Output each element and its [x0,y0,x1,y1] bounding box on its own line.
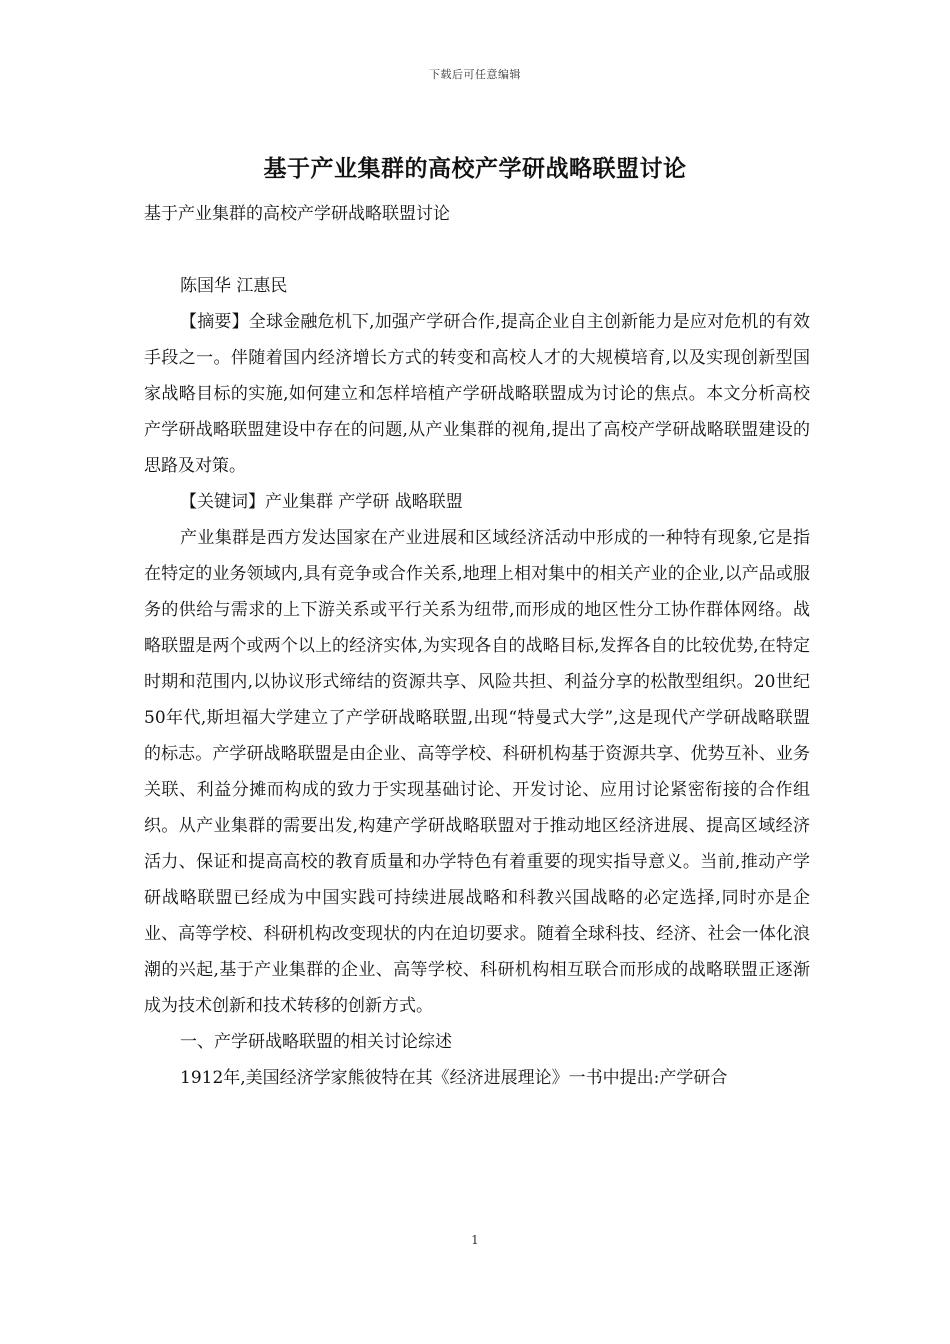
body-paragraph: 产业集群是西方发达国家在产业进展和区域经济活动中形成的一种特有现象,它是指在特定的业务领域内,具有竞争或合作关系,地理上相对集中的相关产业的企业,以产品或服务的供给与需求的上下游关系或平行关系为纽带,而形成的地区性分工协作群体网络。战略联盟是两个或两个以上的经济实体,为实现各自的战略目标,发挥各自的比较优势,在特定时期和范围内,以协议形式缔结的资源共享、风险共担、利益分享的松散型组织。20世纪50年代,斯坦福大学建立了产学研战略联盟,出现“特曼式大学”,这是现代产学研战略联盟的标志。产学研战略联盟是由企业、高等学校、科研机构基于资源共享、优势互补、业务关联、利益分摊而构成的致力于实现基础讨论、开发讨论、应用讨论紧密衔接的合作组织。从产业集群的需要出发,构建产学研战略联盟对于推动地区经济进展、提高区域经济活力、保证和提高高校的教育质量和办学特色有着重要的现实指导意义。当前,推动产学研战略联盟已经成为中国实践可持续进展战略和科教兴国战略的必定选择,同时亦是企业、高等学校、科研机构改变现状的内在迫切要求。随着全球科技、经济、社会一体化浪潮的兴起,基于产业集群的企业、高等学校、科研机构相互联合而形成的战略联盟正逐渐成为技术创新和技术转移的创新方式。 [144,528,810,1016]
keywords-line: 【关键词】产业集群 产学研 战略联盟 [180,492,463,512]
author-line: 陈国华 江惠民 [180,276,288,296]
document-body [144,196,810,1096]
page-number: 1 [471,1233,479,1247]
abstract-paragraph: 【摘要】全球金融危机下,加强产学研合作,提高企业自主创新能力是应对危机的有效手段之一。伴随着国内经济增长方式的转变和高校人才的大规模培育,以及实现创新型国家战略目标的实施,如何建立和怎样培植产学研战略联盟成为讨论的焦点。本文分析高校产学研战略联盟建设中存在的问题,从产业集群的视角,提出了高校产学研战略联盟建设的思路及对策。 [144,312,810,476]
section-heading: 一、产学研战略联盟的相关讨论综述 [180,1032,452,1052]
page-header-note: 下载后可任意编辑 [429,68,521,81]
document-title: 基于产业集群的高校产学研战略联盟讨论 [263,155,687,182]
document-subtitle: 基于产业集群的高校产学研战略联盟讨论 [144,204,450,224]
body-paragraph-continued: 1912年,美国经济学家熊彼特在其《经济进展理论》一书中提出:产学研合 [180,1068,728,1088]
